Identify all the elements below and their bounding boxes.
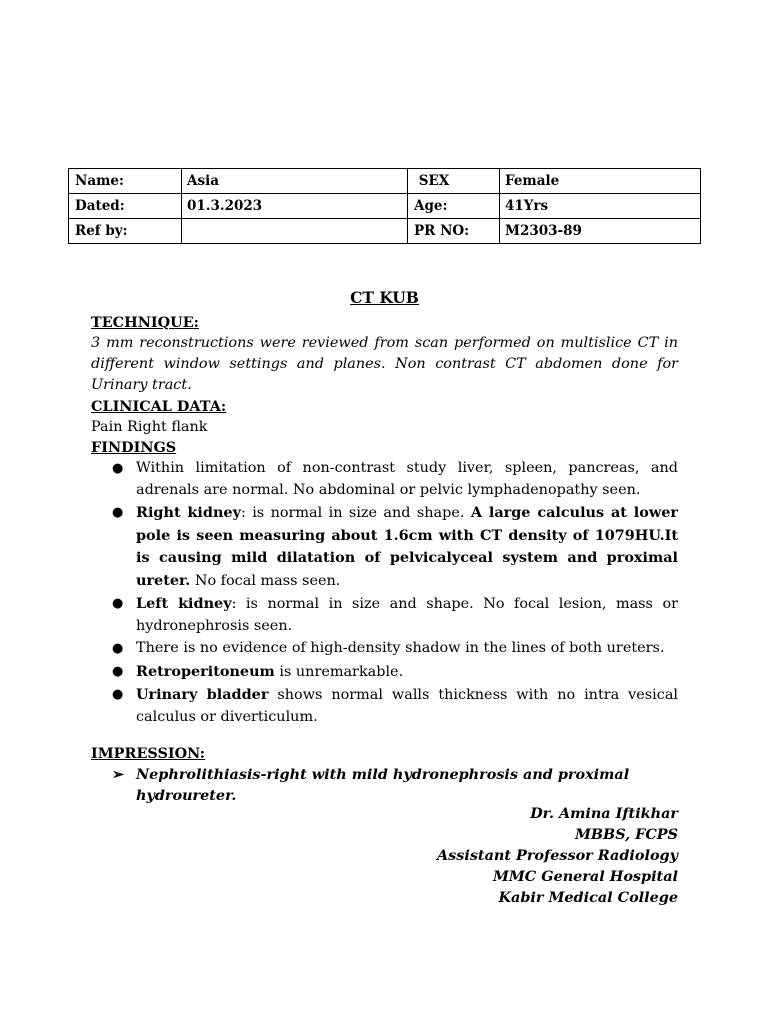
list-item <box>91 661 678 684</box>
doctor-title: Assistant Professor Radiology <box>436 847 678 864</box>
findings-list <box>91 458 678 728</box>
age-label: Age: <box>408 194 500 219</box>
name-label: Name: <box>69 169 182 194</box>
finding-text: is unremarkable. <box>274 663 404 680</box>
technique-text: 3 mm reconstructions were reviewed from scan performed on multislice CT in different window settings and planes. Non contrast CT abdomen done for Urinary tract. <box>91 335 678 393</box>
finding-text: There is no evidence of high-density shadow in the lines of both ureters. <box>136 640 665 656</box>
signature-block <box>437 803 678 908</box>
ref-value <box>182 219 408 244</box>
list-item <box>91 458 678 501</box>
finding-text: : is normal in size and shape. No focal lesion, mass or hydronephrosis seen. <box>136 596 679 634</box>
pr-label: PR NO: <box>408 219 500 244</box>
bullet-dot-icon: ● <box>112 505 124 520</box>
arrowhead-icon: ➢ <box>112 766 125 783</box>
list-item <box>91 684 678 728</box>
impression-item <box>91 764 678 806</box>
bullet-dot-icon: ● <box>112 641 124 656</box>
impression-heading: IMPRESSION: <box>91 745 206 762</box>
technique-heading: TECHNIQUE: <box>91 314 199 331</box>
sex-value: Female <box>500 169 701 194</box>
finding-label: Right kidney <box>136 504 241 521</box>
age-value: 41Yrs <box>500 194 701 219</box>
clinical-data-text: Pain Right flank <box>91 419 208 435</box>
table-row <box>69 219 701 244</box>
impression-text: Nephrolithiasis-right with mild hydronephrosis and proximal hydroureter. <box>136 766 630 804</box>
finding-label: Left kidney <box>136 595 232 612</box>
hospital-name: MMC General Hospital <box>492 868 678 885</box>
bullet-dot-icon: ● <box>112 663 124 679</box>
college-name: Kabir Medical College <box>498 889 678 906</box>
impression-section <box>91 744 678 806</box>
finding-text: shows normal walls thickness with no intra vesical calculus or diverticulum. <box>136 687 679 725</box>
findings-heading: FINDINGS <box>91 439 177 456</box>
ref-label: Ref by: <box>69 219 182 244</box>
report-title: CT KUB <box>350 288 419 307</box>
patient-info-table <box>68 168 701 244</box>
list-item <box>91 502 678 592</box>
sex-label: SEX <box>408 169 500 194</box>
report-body <box>91 288 678 806</box>
finding-label: Urinary bladder <box>136 686 269 703</box>
pr-value: M2303-89 <box>500 219 701 244</box>
dated-value: 01.3.2023 <box>182 194 408 219</box>
table-row <box>69 194 701 219</box>
list-item <box>91 638 678 660</box>
finding-text: Within limitation of non-contrast study liver, spleen, pancreas, and adrenals are normal. No abdominal or pelvic lymphadenopathy seen. <box>136 460 678 498</box>
dated-label: Dated: <box>69 194 182 219</box>
bullet-dot-icon: ● <box>112 461 124 476</box>
finding-emphasis: A large calculus at lower pole is seen measuring about 1.6cm with CT density of 1079HU.It is causing mild dilatation of pelvicalyceal system and proximal ureter. <box>136 504 678 589</box>
clinical-data-heading: CLINICAL DATA: <box>91 398 227 415</box>
name-value: Asia <box>182 169 408 194</box>
doctor-degrees: MBBS, FCPS <box>574 826 678 843</box>
list-item <box>91 593 678 637</box>
doctor-name: Dr. Amina Iftikhar <box>530 805 678 822</box>
finding-label: Retroperitoneum <box>136 662 275 680</box>
bullet-dot-icon: ● <box>112 687 124 702</box>
finding-text: No focal mass seen. <box>190 572 341 589</box>
finding-text: : is normal in size and shape. <box>240 505 471 521</box>
table-row <box>69 169 701 194</box>
bullet-dot-icon: ● <box>112 596 124 611</box>
